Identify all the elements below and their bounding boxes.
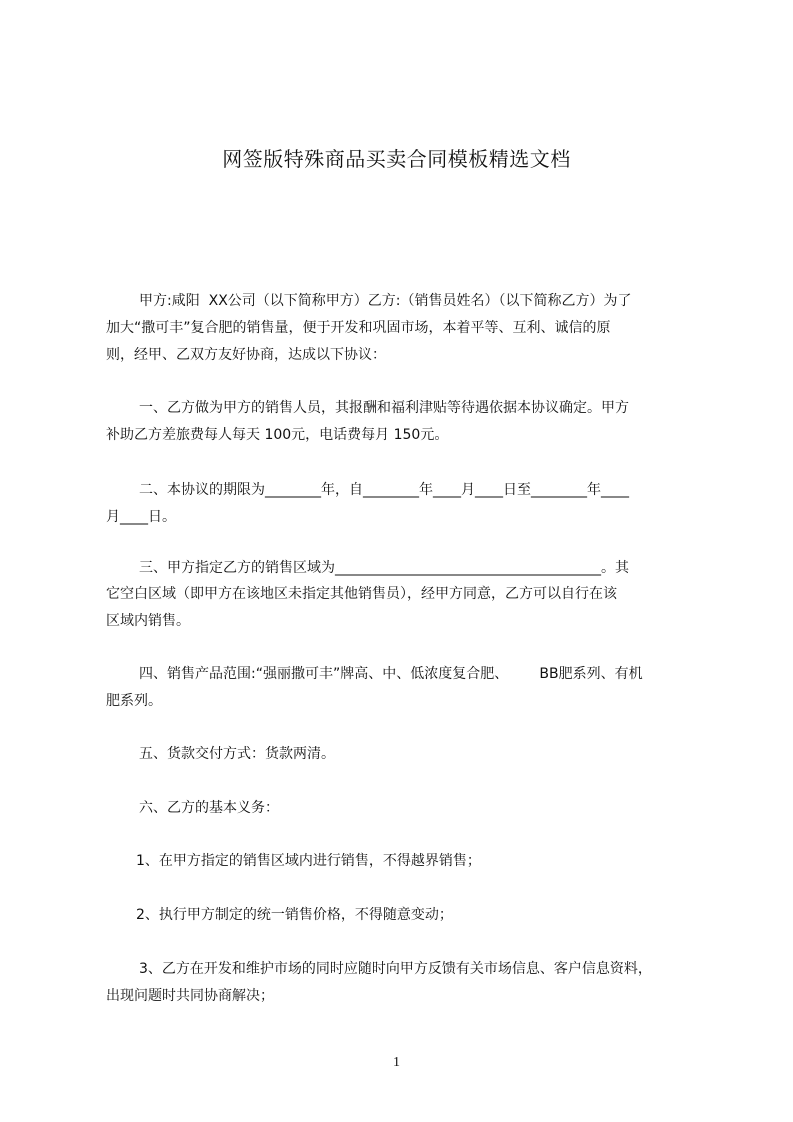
clause-3-line-2: 它空白区域（即甲方在该地区未指定其他销售员），经甲方同意，乙方可以自行在该 [106,586,617,602]
item-2-line-1: 2、执行甲方制定的统一销售价格，不得随意变动； [136,907,453,923]
intro-line-3: 则，经甲、乙双方友好协商，达成以下协议： [106,347,386,363]
item-1-line-1: 1、在甲方指定的销售区域内进行销售，不得越界销售； [136,853,481,869]
intro-line-1: 甲方:咸阳 XX公司（以下简称甲方）乙方:（销售员姓名）（以下简称乙方）为了 [139,293,632,309]
clause-3-line-3: 区域内销售。 [106,613,190,629]
page-number: 1 [393,1055,400,1070]
clause-2-line-1: 二、本协议的期限为________年，自________年____月____日至________年____ [139,482,629,498]
clause-5-line-1: 五、货款交付方式：货款两清。 [139,746,335,762]
item-3-line-1: 3、乙方在开发和维护市场的同时应随时向甲方反馈有关市场信息、客户信息资料， [139,961,652,977]
intro-line-2: 加大“撒可丰”复合肥的销售量，便于开发和巩固市场，本着平等、互利、诚信的原 [106,320,611,336]
clause-6-line-1: 六、乙方的基本义务： [139,800,279,816]
page-title: 网签版特殊商品买卖合同模板精选文档 [222,147,571,171]
clause-3-line-1: 三、甲方指定乙方的销售区域为______________________________________。其 [139,560,629,576]
clause-2-line-2: 月____日。 [106,509,176,525]
clause-1-line-2: 补助乙方差旅费每人每天 100元，电话费每月 150元。 [106,427,449,443]
clause-1-line-1: 一、乙方做为甲方的销售人员，其报酬和福利津贴等待遇依据本协议确定。甲方 [139,400,629,416]
item-3-line-2: 出现问题时共同协商解决； [106,988,274,1004]
clause-4-line-1: 四、销售产品范围:“强丽撒可丰”牌高、中、低浓度复合肥、 BB肥系列、有机 [139,666,643,682]
clause-4-line-2: 肥系列。 [106,693,162,709]
